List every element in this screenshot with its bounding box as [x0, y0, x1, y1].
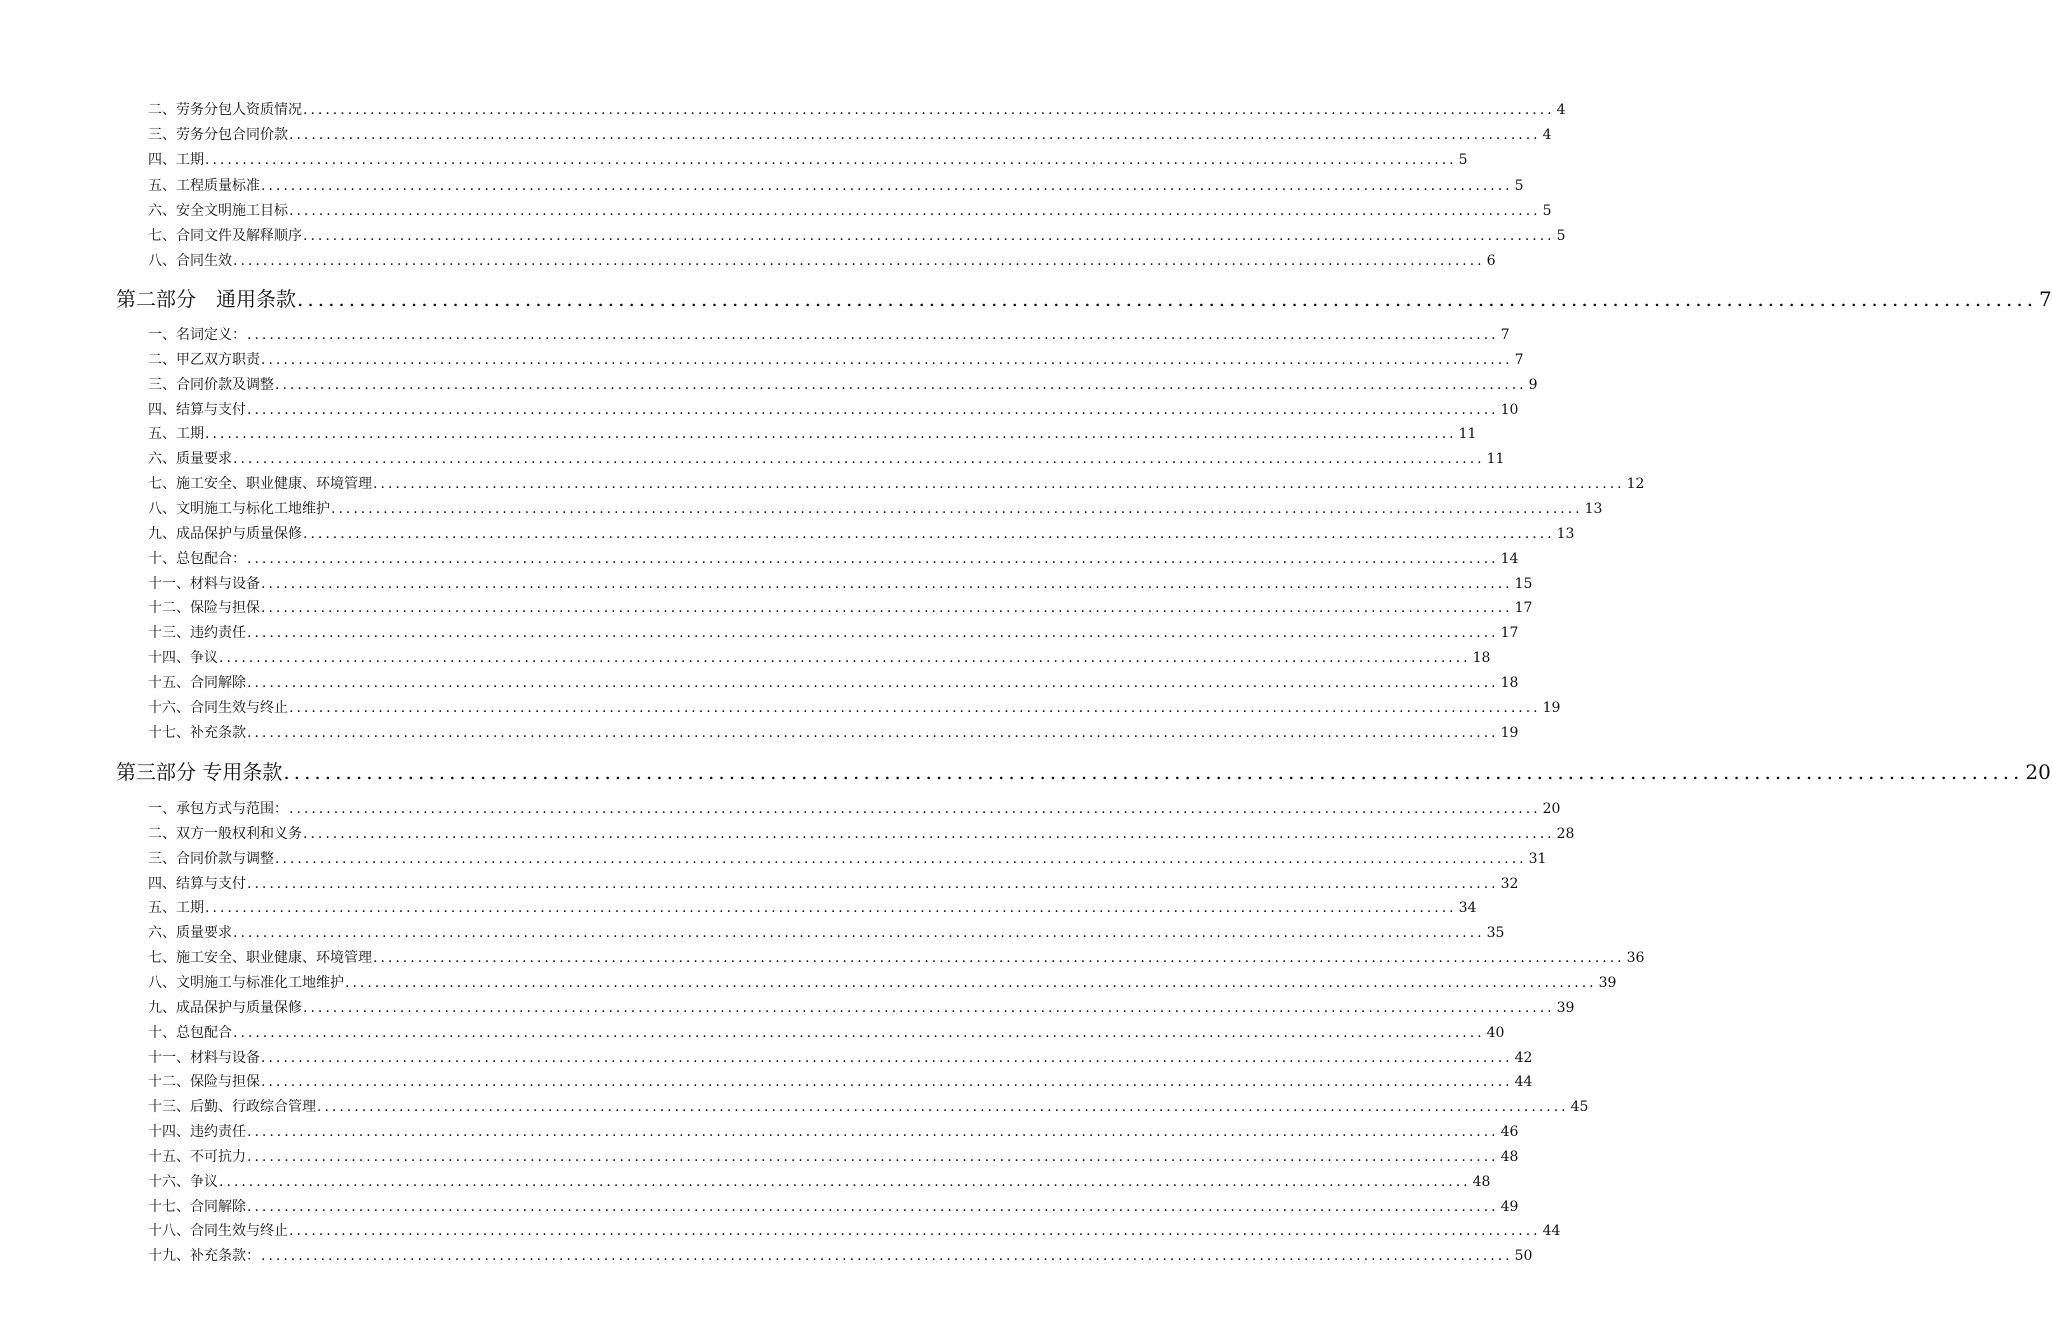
toc-entry[interactable]: [148, 673, 1519, 693]
toc-entry-page-number: 7: [2039, 287, 2052, 311]
dot-leader: ........................................................................................................................................................................: [297, 287, 2038, 311]
toc-entry-page-number: 7: [1514, 352, 1524, 368]
toc-entry-page-number: 32: [1500, 876, 1519, 892]
dot-leader: ........................................................................................................................................................................: [261, 576, 1513, 592]
toc-entry[interactable]: [148, 449, 1505, 469]
dot-leader: ........................................................................................................................................................................: [247, 327, 1499, 343]
toc-entry[interactable]: [148, 598, 1533, 618]
toc-entry-label: 九、成品保护与质量保修: [148, 1000, 302, 1016]
toc-entry-label: 十四、违约责任: [148, 1124, 246, 1140]
toc-entry[interactable]: [148, 824, 1575, 844]
toc-entry-page-number: 9: [1528, 377, 1538, 393]
toc-entry-page-number: 45: [1570, 1099, 1589, 1115]
toc-entry[interactable]: [148, 226, 1566, 246]
toc-entry-label: 五、工期: [148, 426, 204, 442]
toc-entry[interactable]: [148, 698, 1561, 718]
dot-leader: ........................................................................................................................................................................: [205, 152, 1457, 168]
toc-entry[interactable]: [148, 648, 1491, 668]
dot-leader: ........................................................................................................................................................................: [247, 625, 1499, 641]
toc-entry-page-number: 19: [1542, 700, 1561, 716]
toc-entry-page-number: 14: [1500, 551, 1519, 567]
toc-entry[interactable]: [148, 1097, 1589, 1117]
toc-entry-label: 二、劳务分包人资质情况: [148, 102, 302, 118]
toc-entry[interactable]: [148, 1147, 1519, 1167]
toc-entry[interactable]: [148, 176, 1524, 196]
toc-entry-page-number: 17: [1500, 625, 1519, 641]
dot-leader: ........................................................................................................................................................................: [303, 826, 1555, 842]
toc-entry-label: 十五、不可抗力: [148, 1149, 246, 1165]
dot-leader: ........................................................................................................................................................................: [289, 700, 1541, 716]
dot-leader: ........................................................................................................................................................................: [303, 228, 1555, 244]
toc-entry-page-number: 39: [1598, 975, 1617, 991]
toc-entry[interactable]: [148, 125, 1552, 145]
toc-entry-page-number: 20: [2025, 760, 2051, 784]
toc-entry[interactable]: [148, 1246, 1533, 1266]
toc-entry-page-number: 49: [1500, 1199, 1519, 1215]
toc-entry-label: 十八、合同生效与终止: [148, 1223, 288, 1239]
dot-leader: ........................................................................................................................................................................: [261, 600, 1513, 616]
toc-entry-label: 二、双方一般权利和义务: [148, 826, 302, 842]
toc-entry-label: 十四、争议: [148, 650, 218, 666]
toc-entry-page-number: 44: [1514, 1074, 1533, 1090]
toc-entry[interactable]: [148, 375, 1538, 395]
toc-entry-page-number: 28: [1556, 826, 1575, 842]
toc-entry-label: 十二、保险与担保: [148, 1074, 260, 1090]
toc-entry-label: 六、质量要求: [148, 451, 232, 467]
dot-leader: ........................................................................................................................................................................: [219, 1174, 1471, 1190]
toc-entry[interactable]: [148, 1172, 1491, 1192]
toc-entry-page-number: 34: [1458, 900, 1477, 916]
toc-entry-page-number: 44: [1542, 1223, 1561, 1239]
toc-entry[interactable]: [148, 574, 1533, 594]
toc-entry-page-number: 4: [1556, 102, 1566, 118]
toc-entry-label: 四、工期: [148, 152, 204, 168]
toc-entry-label: 四、结算与支付: [148, 402, 246, 418]
dot-leader: ........................................................................................................................................................................: [247, 675, 1499, 691]
dot-leader: ........................................................................................................................................................................: [275, 377, 1527, 393]
toc-entry[interactable]: [148, 799, 1561, 819]
toc-part-heading[interactable]: [116, 285, 2052, 313]
toc-entry-page-number: 10: [1500, 402, 1519, 418]
dot-leader: ........................................................................................................................................................................: [303, 102, 1555, 118]
toc-entry-label: 十五、合同解除: [148, 675, 246, 691]
toc-entry-page-number: 7: [1500, 327, 1510, 343]
toc-entry-label: 十六、合同生效与终止: [148, 700, 288, 716]
toc-entry-label: 第三部分 专用条款: [116, 760, 283, 784]
toc-entry[interactable]: [148, 1221, 1561, 1241]
toc-entry-page-number: 48: [1500, 1149, 1519, 1165]
toc-entry-label: 四、结算与支付: [148, 876, 246, 892]
toc-entry[interactable]: [148, 973, 1617, 993]
toc-entry-label: 六、安全文明施工目标: [148, 203, 288, 219]
toc-entry-page-number: 39: [1556, 1000, 1575, 1016]
toc-entry[interactable]: [148, 325, 1510, 345]
toc-entry-label: 一、承包方式与范围：: [148, 801, 288, 817]
toc-entry-label: 二、甲乙双方职责: [148, 352, 260, 368]
toc-entry-page-number: 5: [1556, 228, 1566, 244]
toc-entry-label: 九、成品保护与质量保修: [148, 526, 302, 542]
dot-leader: ........................................................................................................................................................................: [247, 1149, 1499, 1165]
toc-entry-page-number: 42: [1514, 1050, 1533, 1066]
toc-entry[interactable]: [148, 948, 1645, 968]
dot-leader: ........................................................................................................................................................................: [289, 801, 1541, 817]
toc-entry-page-number: 35: [1486, 925, 1505, 941]
toc-entry[interactable]: [148, 201, 1552, 221]
toc-entry-label: 八、文明施工与标准化工地维护: [148, 975, 344, 991]
toc-entry[interactable]: [148, 1048, 1533, 1068]
toc-entry-page-number: 18: [1472, 650, 1491, 666]
toc-entry[interactable]: [148, 400, 1519, 420]
toc-entry-label: 七、合同文件及解释顺序: [148, 228, 302, 244]
toc-entry-page-number: 6: [1486, 253, 1496, 269]
toc-entry-page-number: 36: [1626, 950, 1645, 966]
toc-entry-label: 三、合同价款及调整: [148, 377, 274, 393]
dot-leader: ........................................................................................................................................................................: [373, 950, 1625, 966]
dot-leader: ........................................................................................................................................................................: [233, 925, 1485, 941]
toc-part-heading[interactable]: [116, 758, 2051, 786]
toc-entry[interactable]: [148, 100, 1566, 120]
toc-entry-page-number: 11: [1486, 451, 1505, 467]
toc-entry-page-number: 4: [1542, 127, 1552, 143]
dot-leader: ........................................................................................................................................................................: [261, 1248, 1513, 1264]
toc-entry-page-number: 19: [1500, 725, 1519, 741]
toc-entry[interactable]: [148, 874, 1519, 894]
toc-entry-label: 八、合同生效: [148, 253, 232, 269]
toc-entry-page-number: 20: [1542, 801, 1561, 817]
dot-leader: ........................................................................................................................................................................: [283, 760, 2024, 784]
toc-entry[interactable]: [148, 524, 1575, 544]
toc-entry[interactable]: [148, 150, 1468, 170]
toc-entry[interactable]: [148, 474, 1645, 494]
toc-entry-page-number: 18: [1500, 675, 1519, 691]
toc-entry-label: 一、名词定义：: [148, 327, 246, 343]
toc-entry-page-number: 31: [1528, 851, 1547, 867]
dot-leader: ........................................................................................................................................................................: [317, 1099, 1569, 1115]
dot-leader: ........................................................................................................................................................................: [275, 851, 1527, 867]
dot-leader: ........................................................................................................................................................................: [205, 900, 1457, 916]
dot-leader: ........................................................................................................................................................................: [261, 1074, 1513, 1090]
toc-entry-page-number: 11: [1458, 426, 1477, 442]
toc-entry-page-number: 13: [1556, 526, 1575, 542]
dot-leader: ........................................................................................................................................................................: [233, 1025, 1485, 1041]
toc-entry[interactable]: [148, 350, 1524, 370]
dot-leader: ........................................................................................................................................................................: [303, 526, 1555, 542]
toc-entry-label: 十七、合同解除: [148, 1199, 246, 1215]
dot-leader: ........................................................................................................................................................................: [219, 650, 1471, 666]
dot-leader: ........................................................................................................................................................................: [373, 476, 1625, 492]
toc-entry[interactable]: [148, 549, 1519, 569]
toc-entry-page-number: 40: [1486, 1025, 1505, 1041]
toc-entry-label: 十一、材料与设备: [148, 576, 260, 592]
toc-entry-page-number: 13: [1584, 501, 1603, 517]
toc-entry-label: 七、施工安全、职业健康、环境管理: [148, 476, 372, 492]
toc-entry-label: 十九、补充条款：: [148, 1248, 260, 1264]
dot-leader: ........................................................................................................................................................................: [205, 426, 1457, 442]
toc-entry[interactable]: [148, 898, 1477, 918]
dot-leader: ........................................................................................................................................................................: [247, 551, 1499, 567]
dot-leader: ........................................................................................................................................................................: [247, 1199, 1499, 1215]
toc-entry-page-number: 5: [1514, 178, 1524, 194]
toc-entry[interactable]: [148, 1072, 1533, 1092]
dot-leader: ........................................................................................................................................................................: [247, 725, 1499, 741]
dot-leader: ........................................................................................................................................................................: [303, 1000, 1555, 1016]
toc-entry-label: 三、合同价款与调整: [148, 851, 274, 867]
toc-entry-page-number: 50: [1514, 1248, 1533, 1264]
toc-entry[interactable]: [148, 1122, 1519, 1142]
dot-leader: ........................................................................................................................................................................: [261, 178, 1513, 194]
toc-entry[interactable]: [148, 1023, 1505, 1043]
dot-leader: ........................................................................................................................................................................: [261, 352, 1513, 368]
toc-entry[interactable]: [148, 923, 1505, 943]
toc-entry[interactable]: [148, 723, 1519, 743]
toc-entry-label: 五、工程质量标准: [148, 178, 260, 194]
dot-leader: ........................................................................................................................................................................: [233, 451, 1485, 467]
dot-leader: ........................................................................................................................................................................: [233, 253, 1485, 269]
toc-entry-label: 十六、争议: [148, 1174, 218, 1190]
dot-leader: ........................................................................................................................................................................: [247, 402, 1499, 418]
toc-entry-label: 八、文明施工与标化工地维护: [148, 501, 330, 517]
dot-leader: ........................................................................................................................................................................: [247, 876, 1499, 892]
toc-entry-label: 十二、保险与担保: [148, 600, 260, 616]
toc-entry-page-number: 5: [1458, 152, 1468, 168]
toc-entry[interactable]: [148, 623, 1519, 643]
toc-entry-label: 十三、后勤、行政综合管理: [148, 1099, 316, 1115]
toc-entry-label: 三、劳务分包合同价款: [148, 127, 288, 143]
dot-leader: ........................................................................................................................................................................: [289, 1223, 1541, 1239]
dot-leader: ........................................................................................................................................................................: [289, 203, 1541, 219]
toc-entry-label: 第二部分 通用条款: [116, 287, 296, 311]
toc-entry-page-number: 12: [1626, 476, 1645, 492]
toc-entry-page-number: 5: [1542, 203, 1552, 219]
toc-entry[interactable]: [148, 998, 1575, 1018]
toc-entry-label: 六、质量要求: [148, 925, 232, 941]
toc-entry-label: 十三、违约责任: [148, 625, 246, 641]
toc-entry-label: 十、总包配合: [148, 1025, 232, 1041]
toc-entry[interactable]: [148, 251, 1496, 271]
toc-entry[interactable]: [148, 1197, 1519, 1217]
toc-entry-label: 十、总包配合：: [148, 551, 246, 567]
dot-leader: ........................................................................................................................................................................: [247, 1124, 1499, 1140]
dot-leader: ........................................................................................................................................................................: [289, 127, 1541, 143]
toc-entry-label: 七、施工安全、职业健康、环境管理: [148, 950, 372, 966]
toc-entry-label: 五、工期: [148, 900, 204, 916]
toc-entry[interactable]: [148, 499, 1603, 519]
toc-entry-page-number: 46: [1500, 1124, 1519, 1140]
dot-leader: ........................................................................................................................................................................: [331, 501, 1583, 517]
toc-entry-label: 十一、材料与设备: [148, 1050, 260, 1066]
toc-entry[interactable]: [148, 424, 1477, 444]
toc-entry-page-number: 48: [1472, 1174, 1491, 1190]
toc-entry-label: 十七、补充条款: [148, 725, 246, 741]
toc-entry-page-number: 17: [1514, 600, 1533, 616]
toc-entry-page-number: 15: [1514, 576, 1533, 592]
dot-leader: ........................................................................................................................................................................: [261, 1050, 1513, 1066]
dot-leader: ........................................................................................................................................................................: [345, 975, 1597, 991]
toc-entry[interactable]: [148, 849, 1547, 869]
